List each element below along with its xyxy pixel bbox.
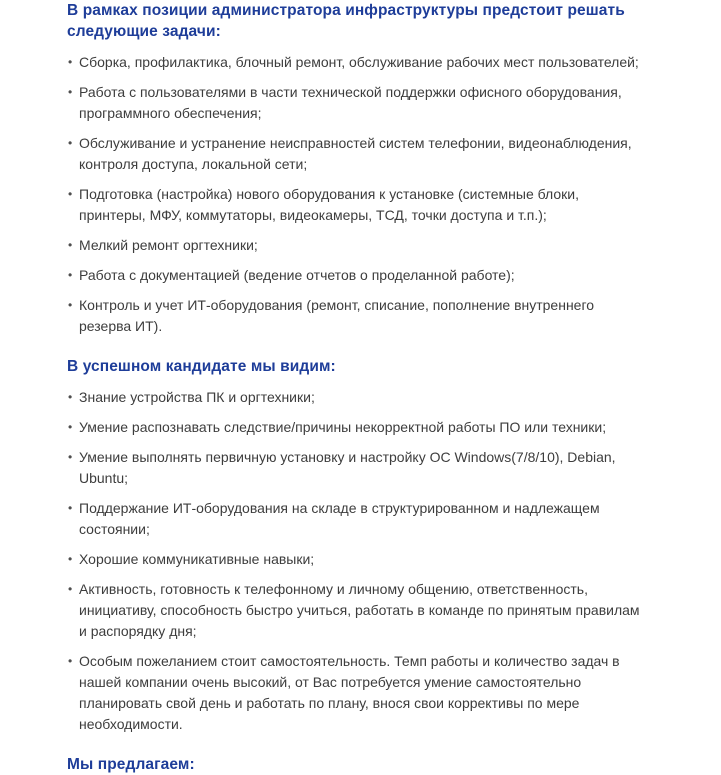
bullet-icon: • <box>68 298 73 312</box>
bullet-icon: • <box>68 238 73 252</box>
list-item-text: Мелкий ремонт оргтехники; <box>79 237 258 253</box>
list-item-text: Особым пожеланием стоит самостоятельность. Темп работы и количество задач в нашей компании очень высокий, от Вас потребуется умение самостоятельно планировать свой день и работать по плану, внося свои коррективы по мере необходимости. <box>79 653 620 732</box>
list-item-text: Обслуживание и устранение неисправностей систем телефонии, видеонаблюдения, контроля доступа, локальной сети; <box>79 135 632 172</box>
list-item <box>67 417 647 438</box>
section-candidate-heading: В успешном кандидате мы видим: <box>67 358 336 375</box>
list-item <box>67 447 647 489</box>
section-tasks-heading: В рамках позиции администратора инфраструктуры предстоит решать следующие задачи: <box>67 2 625 40</box>
list-item <box>67 184 647 226</box>
bullet-icon: • <box>68 654 73 668</box>
list-item-text: Умение распознавать следствие/причины некорректной работы ПО или техники; <box>79 419 607 435</box>
bullet-icon: • <box>68 501 73 515</box>
list-item <box>67 651 647 735</box>
partial-next-section-heading: Мы предлагаем: <box>67 756 195 773</box>
bullet-icon: • <box>68 450 73 464</box>
candidate-list <box>67 387 647 735</box>
bullet-icon: • <box>68 187 73 201</box>
section-tasks <box>67 0 647 337</box>
list-item <box>67 52 647 73</box>
bullet-icon: • <box>68 85 73 99</box>
list-item <box>67 549 647 570</box>
list-item-text: Контроль и учет ИТ-оборудования (ремонт, списание, пополнение внутреннего резерва ИТ). <box>79 297 595 334</box>
list-item-text: Умение выполнять первичную установку и настройку ОС Windows(7/8/10), Debian, Ubuntu; <box>79 449 616 486</box>
bullet-icon: • <box>68 582 73 596</box>
list-item-text: Активность, готовность к телефонному и личному общению, ответственность, инициативу, способность быстро учиться, работать в команде по принятым правилам и распорядку дня; <box>79 581 640 639</box>
bullet-icon: • <box>68 390 73 404</box>
list-item-text: Подготовка (настройка) нового оборудования к установке (системные блоки, принтеры, МФУ, коммутаторы, видеокамеры, ТСД, точки доступа и т.п.); <box>79 186 579 223</box>
bullet-icon: • <box>68 136 73 150</box>
bullet-icon: • <box>68 55 73 69</box>
list-item <box>67 265 647 286</box>
list-item-text: Работа с документацией (ведение отчетов о проделанной работе); <box>79 267 515 283</box>
bullet-icon: • <box>68 268 73 282</box>
list-item <box>67 387 647 408</box>
list-item <box>67 235 647 256</box>
list-item <box>67 498 647 540</box>
list-item-text: Знание устройства ПК и оргтехники; <box>79 389 315 405</box>
list-item <box>67 82 647 124</box>
bullet-icon: • <box>68 420 73 434</box>
tasks-list <box>67 52 647 337</box>
list-item-text: Поддержание ИТ-оборудования на складе в структурированном и надлежащем состоянии; <box>79 500 600 537</box>
bullet-icon: • <box>68 552 73 566</box>
list-item <box>67 579 647 642</box>
list-item-text: Хорошие коммуникативные навыки; <box>79 551 315 567</box>
list-item <box>67 133 647 175</box>
list-item-text: Работа с пользователями в части технической поддержки офисного оборудования, программного обеспечения; <box>79 84 622 121</box>
list-item <box>67 295 647 337</box>
section-candidate <box>67 356 647 735</box>
list-item-text: Сборка, профилактика, блочный ремонт, обслуживание рабочих мест пользователей; <box>79 54 639 70</box>
